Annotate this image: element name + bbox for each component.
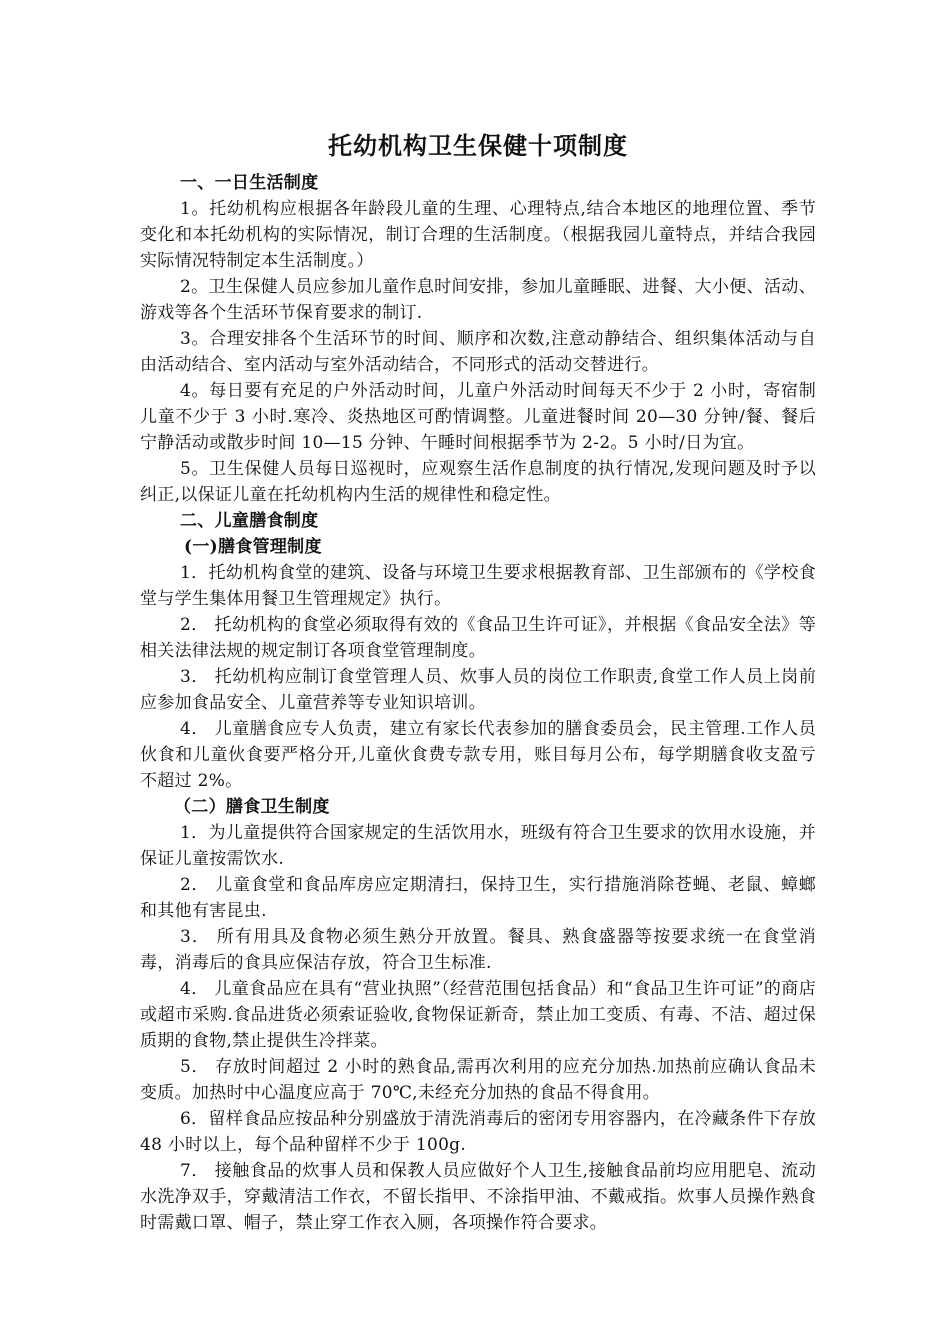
- paragraph: 3。合理安排各个生活环节的时间、顺序和次数,注意动静结合、组织集体活动与自由活动结合、室内活动与室外活动结合，不同形式的活动交替进行。: [140, 329, 816, 375]
- paragraph: 5。卫生保健人员每日巡视时，应观察生活作息制度的执行情况,发现问题及时予以纠正,以保证儿童在托幼机构内生活的规律性和稳定性。: [140, 459, 816, 505]
- paragraph: 1．为儿童提供符合国家规定的生活饮用水，班级有符合卫生要求的饮用水设施，并保证儿童按需饮水.: [140, 823, 816, 869]
- subsection-heading-meal-hygiene: （二）膳食卫生制度: [174, 797, 330, 817]
- section-heading-daily-routine: 一、一日生活制度: [180, 173, 319, 193]
- paragraph: 1．托幼机构食堂的建筑、设备与环境卫生要求根据教育部、卫生部颁布的《学校食堂与学生集体用餐卫生管理规定》执行。: [140, 563, 816, 609]
- paragraph: 1。托幼机构应根据各年龄段儿童的生理、心理特点,结合本地区的地理位置、季节变化和本托幼机构的实际情况，制订合理的生活制度。（根据我园儿童特点，并结合我园实际情况特制定本生活制度。）: [140, 199, 816, 271]
- paragraph: 2． 儿童食堂和食品库房应定期清扫，保持卫生，实行措施消除苍蝇、老鼠、蟑螂和其他有害昆虫.: [140, 875, 816, 921]
- document-body: [140, 128, 816, 1236]
- document-title: 托幼机构卫生保健十项制度: [328, 131, 628, 160]
- paragraph: 2． 托幼机构的食堂必须取得有效的《食品卫生许可证》，并根据《食品安全法》等相关法律法规的规定制订各项食堂管理制度。: [140, 615, 816, 661]
- paragraph: 3． 所有用具及食物必须生熟分开放置。餐具、熟食盛器等按要求统一在食堂消毒，消毒后的食具应保洁存放，符合卫生标准.: [140, 927, 816, 973]
- section-heading-meal-system: 二、儿童膳食制度: [180, 511, 319, 531]
- paragraph: 7． 接触食品的炊事人员和保教人员应做好个人卫生,接触食品前均应用肥皂、流动水洗净双手，穿戴清洁工作衣，不留长指甲、不涂指甲油、不戴戒指。炊事人员操作熟食时需戴口罩、帽子，禁止穿工作衣入厕，各项操作符合要求。: [140, 1161, 816, 1233]
- paragraph: 4． 儿童食品应在具有“营业执照”（经营范围包括食品）和“食品卫生许可证”的商店或超市采购.食品进货必须索证验收,食物保证新奇，禁止加工变质、有毒、不洁、超过保质期的食物,禁止提供生冷拌菜。: [140, 979, 816, 1051]
- subsection-heading-meal-management: (一)膳食管理制度: [184, 537, 322, 557]
- paragraph: 4。每日要有充足的户外活动时间，儿童户外活动时间每天不少于 2 小时，寄宿制儿童不少于 3 小时.寒冷、炎热地区可酌情调整。儿童进餐时间 20—30 分钟/餐、餐后宁静活动或散步时间 10—15 分钟、午睡时间根据季节为 2-2。5 小时/日为宜。: [140, 381, 816, 453]
- paragraph: 2。卫生保健人员应参加儿童作息时间安排，参加儿童睡眠、进餐、大小便、活动、游戏等各个生活环节保育要求的制订.: [140, 277, 816, 323]
- paragraph: 6．留样食品应按品种分别盛放于清洗消毒后的密闭专用容器内，在冷藏条件下存放 48 小时以上，每个品种留样不少于 100g.: [140, 1109, 816, 1155]
- paragraph: 5． 存放时间超过 2 小时的熟食品,需再次利用的应充分加热.加热前应确认食品未变质。加热时中心温度应高于 70℃,未经充分加热的食品不得食用。: [140, 1057, 816, 1103]
- paragraph: 3． 托幼机构应制订食堂管理人员、炊事人员的岗位工作职责,食堂工作人员上岗前应参加食品安全、儿童营养等专业知识培训。: [140, 667, 816, 713]
- paragraph: 4． 儿童膳食应专人负责，建立有家长代表参加的膳食委员会，民主管理.工作人员伙食和儿童伙食要严格分开,儿童伙食费专款专用，账目每月公布，每学期膳食收支盈亏不超过 2%。: [140, 719, 816, 791]
